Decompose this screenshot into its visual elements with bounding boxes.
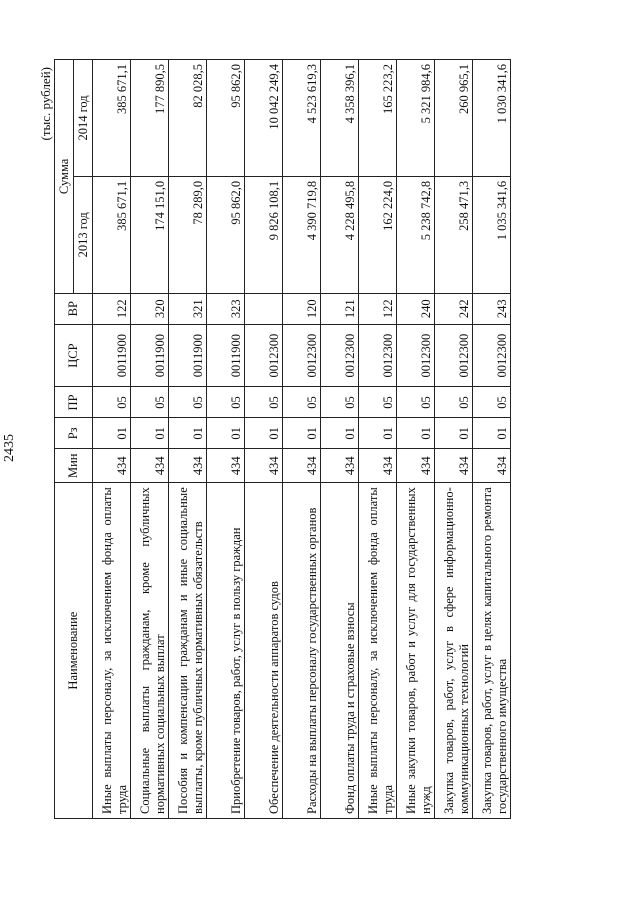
row-sum-2014: 260 965,1 [435,60,473,177]
row-vr: 242 [435,293,473,324]
row-sum-2014: 95 862,0 [207,60,245,177]
row-vr: 120 [283,293,321,324]
table-body [93,60,511,819]
row-vr: 122 [359,293,397,324]
row-name: Расходы на выплаты персоналу государственных органов [283,483,321,819]
row-sum-2013: 174 151,0 [131,176,169,293]
row-csr: 0011900 [169,324,207,387]
row-vr: 122 [93,293,131,324]
row-vr: 321 [169,293,207,324]
row-rz: 01 [93,418,131,449]
row-min: 434 [245,449,283,483]
row-min: 434 [321,449,359,483]
units-note: (тыс. рублей) [38,67,53,141]
page-number: 2435 [2,434,17,462]
row-rz: 01 [435,418,473,449]
row-sum-2013: 385 671,1 [93,176,131,293]
row-sum-2014: 4 358 396,1 [321,60,359,177]
row-csr: 0012300 [473,324,511,387]
row-sum-2014: 5 321 984,6 [397,60,435,177]
row-csr: 0012300 [359,324,397,387]
header-csr: ЦСР [55,324,93,387]
row-sum-2014: 4 523 619,3 [283,60,321,177]
header-rz: Рз [55,418,93,449]
row-rz: 01 [283,418,321,449]
row-sum-2014: 165 223,2 [359,60,397,177]
row-min: 434 [207,449,245,483]
table-row [397,60,435,819]
row-min: 434 [397,449,435,483]
row-sum-2013: 162 224,0 [359,176,397,293]
row-pr: 05 [435,387,473,418]
table-row [93,60,131,819]
row-vr: 243 [473,293,511,324]
row-name: Закупка товаров, работ, услуг в сфере информационно-коммуникационных технологий [435,483,473,819]
row-vr: 323 [207,293,245,324]
row-vr [245,293,283,324]
row-rz: 01 [245,418,283,449]
row-min: 434 [435,449,473,483]
table-row [245,60,283,819]
row-name: Иные выплаты персоналу, за исключением фонда оплаты труда [93,483,131,819]
row-pr: 05 [131,387,169,418]
row-csr: 0012300 [321,324,359,387]
row-sum-2013: 5 238 742,8 [397,176,435,293]
row-csr: 0011900 [131,324,169,387]
table-row [283,60,321,819]
row-name: Фонд оплаты труда и страховые взносы [321,483,359,819]
row-pr: 05 [397,387,435,418]
row-csr: 0011900 [93,324,131,387]
row-vr: 240 [397,293,435,324]
row-name: Социальные выплаты гражданам, кроме публичных нормативных социальных выплат [131,483,169,819]
row-min: 434 [473,449,511,483]
row-rz: 01 [397,418,435,449]
header-pr: ПР [55,387,93,418]
row-sum-2014: 385 671,1 [93,60,131,177]
table-row [321,60,359,819]
row-rz: 01 [207,418,245,449]
row-sum-2013: 78 289,0 [169,176,207,293]
row-pr: 05 [283,387,321,418]
header-min: Мин [55,449,93,483]
row-min: 434 [359,449,397,483]
table-row [359,60,397,819]
row-pr: 05 [245,387,283,418]
row-name: Закупка товаров, работ, услуг в целях капитального ремонта государственного имущества [473,483,511,819]
row-pr: 05 [93,387,131,418]
row-pr: 05 [207,387,245,418]
row-csr: 0012300 [435,324,473,387]
row-sum-2014: 10 042 249,4 [245,60,283,177]
row-min: 434 [283,449,321,483]
row-rz: 01 [321,418,359,449]
row-rz: 01 [169,418,207,449]
header-row [55,60,74,819]
row-name: Приобретение товаров, работ, услуг в пользу граждан [207,483,245,819]
row-sum-2013: 95 862,0 [207,176,245,293]
row-csr: 0011900 [207,324,245,387]
row-csr: 0012300 [283,324,321,387]
header-sum: Сумма [55,60,74,294]
budget-table [54,59,511,819]
table-row [207,60,245,819]
row-rz: 01 [131,418,169,449]
table-row [435,60,473,819]
row-vr: 320 [131,293,169,324]
row-rz: 01 [359,418,397,449]
row-sum-2014: 82 028,5 [169,60,207,177]
row-sum-2013: 9 826 108,1 [245,176,283,293]
row-pr: 05 [321,387,359,418]
table-row [131,60,169,819]
row-sum-2014: 177 890,5 [131,60,169,177]
row-sum-2013: 258 471,3 [435,176,473,293]
table-row [473,60,511,819]
header-name: Наименование [55,483,93,819]
row-sum-2013: 4 228 495,8 [321,176,359,293]
table-row [169,60,207,819]
row-csr: 0012300 [245,324,283,387]
row-min: 434 [169,449,207,483]
row-pr: 05 [169,387,207,418]
row-min: 434 [131,449,169,483]
row-name: Обеспечение деятельности аппаратов судов [245,483,283,819]
row-sum-2014: 1 030 341,6 [473,60,511,177]
row-sum-2013: 1 035 341,6 [473,176,511,293]
row-csr: 0012300 [397,324,435,387]
row-min: 434 [93,449,131,483]
row-pr: 05 [359,387,397,418]
row-pr: 05 [473,387,511,418]
header-2014: 2014 год [74,60,93,177]
header-2013: 2013 год [74,176,93,293]
row-name: Иные выплаты персоналу, за исключением фонда оплаты труда [359,483,397,819]
row-sum-2013: 4 390 719,8 [283,176,321,293]
row-name: Пособия и компенсации гражданам и иные социальные выплаты, кроме публичных нормативных обязательств [169,483,207,819]
row-name: Иные закупки товаров, работ и услуг для государственных нужд [397,483,435,819]
row-vr: 121 [321,293,359,324]
row-rz: 01 [473,418,511,449]
header-vr: ВР [55,293,93,324]
